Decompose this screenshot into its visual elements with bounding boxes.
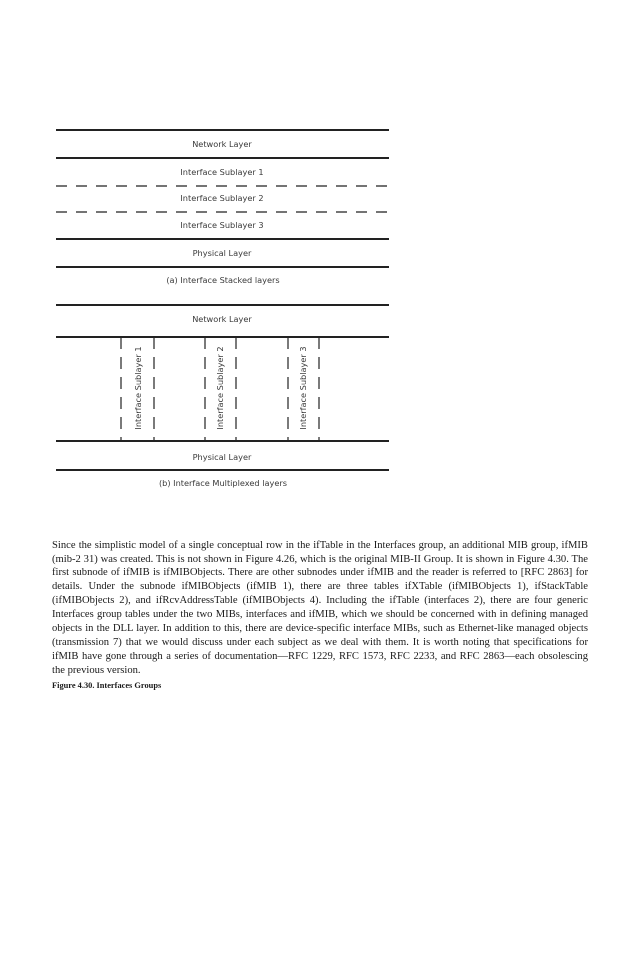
interface-sublayer-1-label: Interface Sublayer 1 [180, 167, 264, 177]
interface-sublayer-3-label: Interface Sublayer 3 [298, 346, 308, 430]
figure-b-caption: (b) Interface Multiplexed layers [158, 478, 288, 488]
interface-sublayer-2-label: Interface Sublayer 2 [215, 346, 225, 430]
physical-layer-label: Physical Layer [192, 452, 252, 462]
interface-sublayer-2-label: Interface Sublayer 2 [180, 193, 264, 203]
figure-caption: Figure 4.30. Interfaces Groups [52, 681, 162, 690]
interface-sublayer-3-label: Interface Sublayer 3 [180, 220, 264, 230]
body-paragraph: Since the simplistic model of a single conceptual row in the ifTable in the Interfaces group, an additional MIB group, ifMIB (mib-2 31) was created. This is not shown in Figure 4.26, which is the original MIB-II Group. It is shown in Figure 4.30. The first subnode of ifMIB is ifMIBObjects. There are other subnodes under ifMIB and the reader is referred to [RFC 2863] for details. Under the subnode ifMIBObjects (ifMIB 1), there are three tables ifXTable (ifMIBObjects 1), ifStackTable (ifMIBObjects 2), and ifRcvAddressTable (ifMIBObjects 4). Including the ifTable (interfaces 2), there are four generic Interfaces group tables under the two MIBs, interfaces and ifMIB, which we should be concerned with in defining managed objects in the DLL layer. In addition to this, there are device-specific interface MIBs, such as Ethernet-like managed objects (transmission 7) that we would discuss under each subject as we deal with them. It is worth noting that specifications for ifMIB have gone through a series of documentation—RFC 1229, RFC 1573, RFC 2233, and RFC 2863—each obsolescing the previous version. [52, 539, 588, 676]
network-layer-label: Network Layer [192, 314, 252, 324]
physical-layer-label: Physical Layer [192, 248, 252, 258]
figure-a-caption: (a) Interface Stacked layers [166, 275, 280, 285]
network-layer-label: Network Layer [192, 139, 252, 149]
interface-sublayer-1-label: Interface Sublayer 1 [133, 346, 143, 430]
